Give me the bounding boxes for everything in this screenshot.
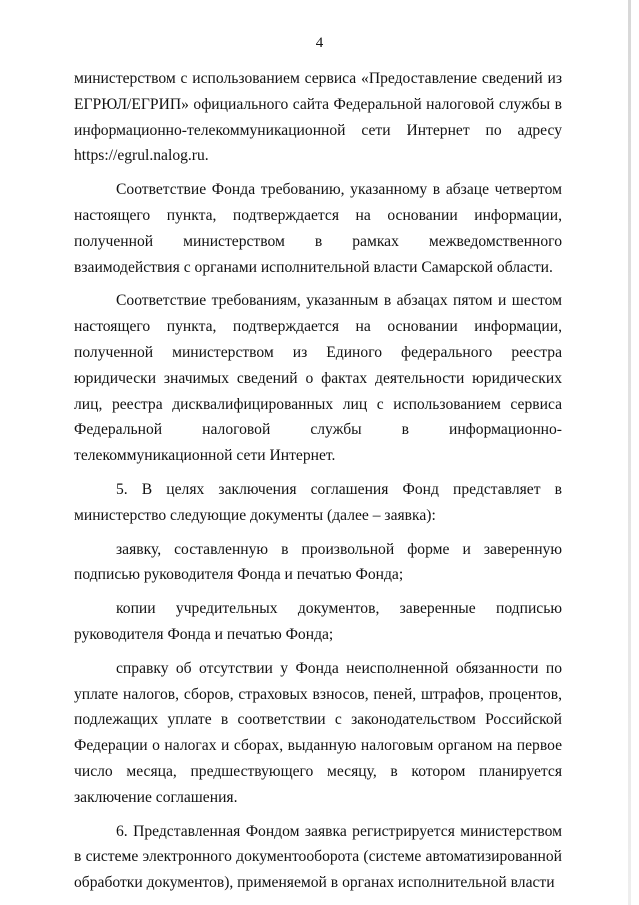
page-number: 4 [315, 35, 324, 51]
paragraph-continuation: министерством с использованием сервиса «Предоставление сведений из ЕГРЮЛ/ЕГРИП» официального сайта Федеральной налоговой службы в информационно-телекоммуникационной сети Интернет по адресу https://egrul.nalog.ru. [74, 70, 562, 165]
paragraph-tax-certificate: справку об отсутствии у Фонда неисполненной обязанности по уплате налогов, сборов, страховых взносов, пеней, штрафов, процентов, подлежащих уплате в соответствии с законодательством Российской Федерации о налогах и сборах, выданную налоговым органом на первое число месяца, предшествующего месяцу, в котором планируется заключение соглашения. [74, 659, 562, 806]
paragraph-application: заявку, составленную в произвольной форме и заверенную подписью руководителя Фонда и печатью Фонда; [74, 540, 562, 584]
paragraph-fund-requirement-4: Соответствие Фонда требованию, указанному в абзаце четвертом настоящего пункта, подтверждается на основании информации, полученной министерством в рамках межведомственного взаимодействия с органами исполнительной власти Самарской области. [74, 181, 562, 276]
paragraph-founding-docs: копии учредительных документов, заверенные подписью руководителя Фонда и печатью Фонда; [74, 600, 562, 643]
paragraph-item-6: 6. Представленная Фондом заявка регистрируется министерством в системе электронного документооборота (системе автоматизированной обработки документов), применяемой в органах исполнительной власти [74, 822, 562, 892]
paragraph-fund-requirements-5-6: Соответствие требованиям, указанным в абзацах пятом и шестом настоящего пункта, подтверждается на основании информации, полученной министерством из Единого федерального реестра юридически значимых сведений о фактах деятельности юридических лиц, реестра дисквалифицированных лиц с использованием сервиса Федеральной налоговой службы в информационно-телекоммуникационной сети Интернет. [74, 292, 562, 465]
paragraph-item-5: 5. В целях заключения соглашения Фонд представляет в министерство следующие документы (далее – заявка): [74, 480, 562, 524]
scan-edge [628, 0, 631, 905]
document-body [74, 66, 562, 896]
